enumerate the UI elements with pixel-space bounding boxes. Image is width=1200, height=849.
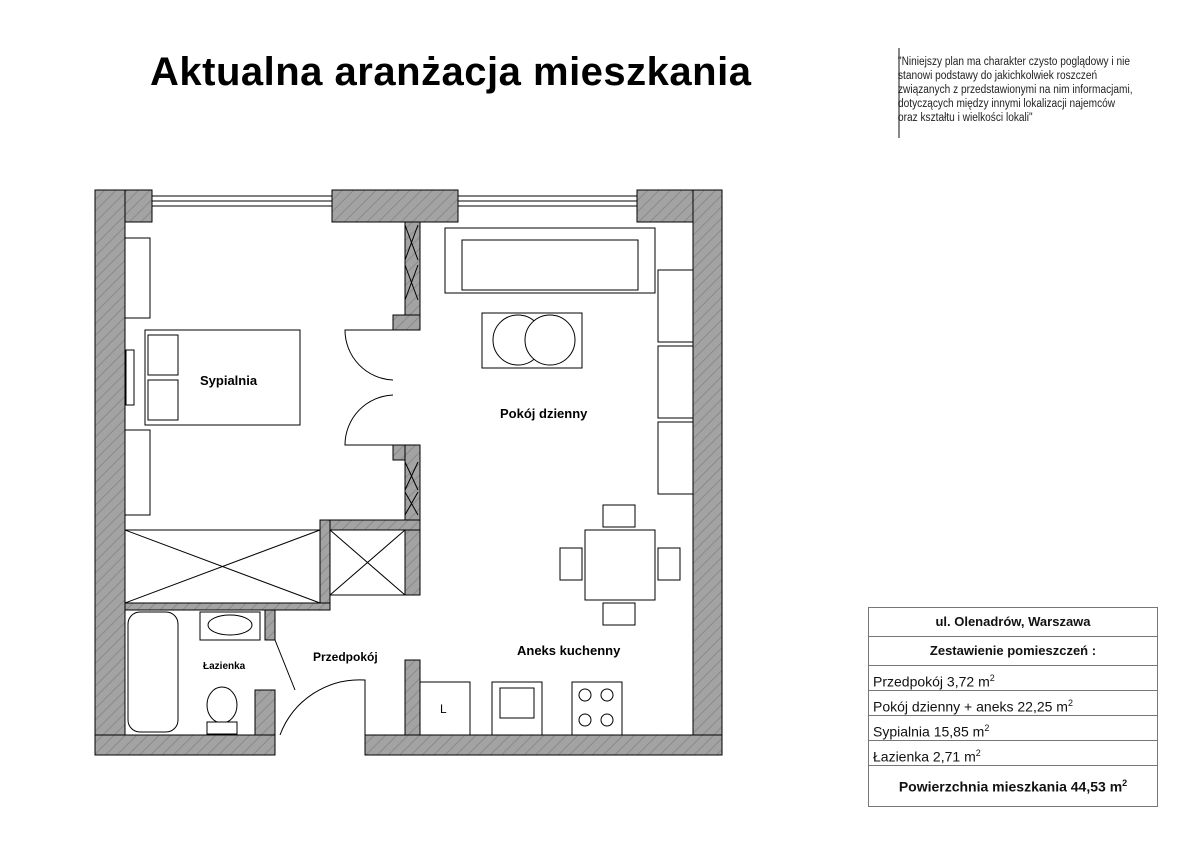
unit-exp: 2 [984, 723, 990, 733]
summary-row [869, 716, 1157, 741]
dining-table [585, 530, 655, 600]
disclaimer: "Niniejszy plan ma charakter czysto poglądowy i nie stanowi podstawy do jakichkolwiek roszczeń związanych z przedstawionymi na nim informacjami, dotyczących między innymi lokalizacji najemców oraz kształtu i wielkości lokali" [898, 56, 1133, 124]
room-label-bedroom: Sypialnia [200, 373, 258, 388]
page-title: Aktualna aranżacja mieszkania [150, 50, 752, 94]
room-label-living: Pokój dzienny [500, 406, 588, 421]
unit: m [1056, 698, 1068, 715]
summary-row [869, 741, 1157, 766]
unit: m [978, 673, 990, 690]
room-label-kitchen: Aneks kuchenny [517, 643, 621, 658]
stove [572, 682, 622, 735]
unit-exp: 2 [975, 748, 981, 758]
room-label-hall: Przedpokój [313, 650, 378, 664]
unit: m [964, 748, 976, 765]
summary-total [869, 766, 1157, 806]
summary-row-label: Łazienka 2,71 [873, 748, 961, 765]
address: ul. Olenadrów, Warszawa [869, 608, 1157, 637]
unit-exp: 2 [1122, 778, 1128, 788]
area-summary-table [868, 607, 1158, 807]
room-label-bathroom: Łazienka [203, 661, 246, 672]
total-label: Powierzchnia mieszkania 44,53 [898, 778, 1106, 795]
summary-row-label: Sypialnia 15,85 [873, 723, 969, 740]
summary-heading: Zestawienie pomieszczeń : [869, 637, 1157, 666]
summary-row [869, 691, 1157, 716]
summary-row-label: Pokój dzienny + aneks 22,25 [873, 698, 1053, 715]
unit: m [972, 723, 985, 740]
toilet [207, 687, 237, 723]
unit-exp: 2 [989, 673, 995, 683]
unit: m [1109, 778, 1123, 795]
unit-exp: 2 [1067, 698, 1073, 708]
summary-row [869, 666, 1157, 691]
summary-row-label: Przedpokój 3,72 [873, 673, 975, 690]
fridge-label: L [440, 702, 447, 716]
bathtub [128, 612, 178, 732]
